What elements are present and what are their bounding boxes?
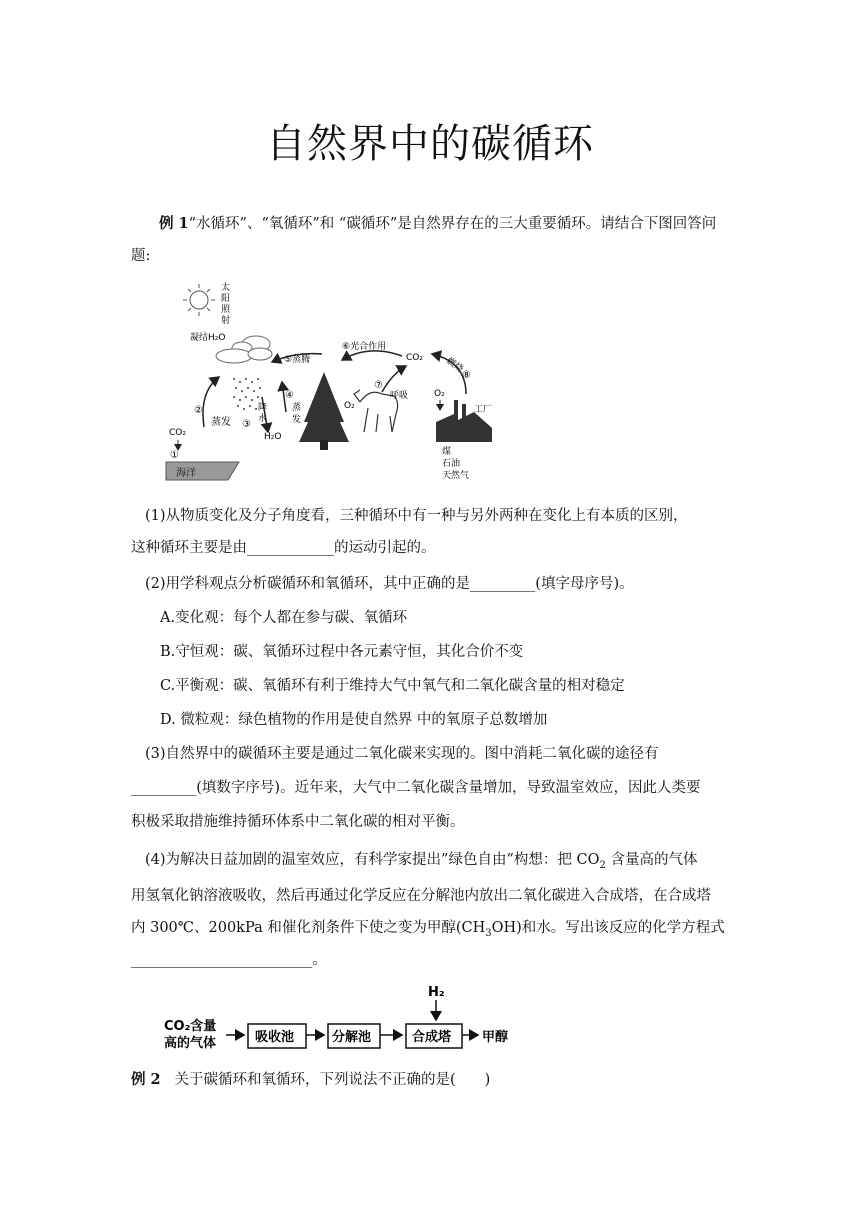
sun-icon bbox=[183, 284, 215, 316]
factory-label: 工厂 bbox=[474, 405, 493, 415]
burn-label: 燃烧 bbox=[444, 356, 465, 375]
q2-option-b: B.守恒观：碳、氧循环过程中各元素守恒，其化合价不变 bbox=[160, 644, 524, 660]
co2-sea-label: CO₂ bbox=[169, 428, 186, 438]
synthesis-label: 合成塔 bbox=[412, 1030, 452, 1045]
q4-line2: 用氢氧化钠溶液吸收，然后再通过化学反应在分解池内放出二氧化碳进入合成塔，在合成塔 bbox=[131, 888, 711, 904]
n2-label: ② bbox=[194, 405, 203, 416]
q1-line2: 这种循环主要是由____________的运动引起的。 bbox=[131, 540, 436, 556]
example1-text: “水循环”、“氧循环”和 “碳循环”是自然界存在的三大重要循环。请结合下图回答问 题: bbox=[131, 216, 717, 264]
breathe-label: 呼吸 bbox=[390, 391, 409, 401]
q4-line1-sub: 2 bbox=[599, 859, 606, 871]
page-title: 自然界中的碳循环 bbox=[266, 121, 594, 167]
absorb-label: 吸收池 bbox=[255, 1030, 295, 1045]
n4-label: ④ bbox=[285, 390, 294, 401]
n1-label: ① bbox=[170, 450, 179, 461]
rain-label-0: 降 bbox=[258, 403, 268, 413]
q4-line1-a: (4)为解决日益加剧的温室效应，有科学家提出”绿色自由”构想：把 CO bbox=[145, 852, 600, 868]
q3-line2: _________(填数字序号)。近年来，大气中二氧化碳含量增加，导致温室效应，因此人类要 bbox=[131, 780, 701, 796]
fuel-label-0: 煤 bbox=[442, 447, 452, 457]
q1-line1: (1)从物质变化及分子角度看，三种循环中有一种与另外两种在变化上有本质的区别， bbox=[145, 508, 688, 524]
condense-label: 凝结H₂O bbox=[190, 333, 226, 343]
methanol-label: 甲醇 bbox=[482, 1030, 509, 1045]
fuel-label-2: 天然气 bbox=[442, 471, 470, 481]
rain-label-1: 水 bbox=[258, 414, 268, 424]
co2-top-label: CO₂ bbox=[406, 353, 423, 363]
h2o-label: H₂O bbox=[264, 432, 282, 442]
n5-label: ⑤蒸腾 bbox=[284, 355, 311, 365]
tree-icon bbox=[299, 372, 349, 450]
q4-line3-sub: 3 bbox=[485, 927, 492, 939]
h2-label: H₂ bbox=[428, 985, 445, 1000]
q2-option-a: A.变化观：每个人都在参与碳、氧循环 bbox=[160, 610, 408, 626]
sun-label-3: 射 bbox=[221, 316, 231, 326]
o2-tree-label: O₂ bbox=[344, 401, 355, 411]
q4-line3-a: 内 300℃、200kPa 和催化剂条件下使之变为甲醇(CH bbox=[131, 920, 486, 936]
example2-line bbox=[131, 1064, 490, 1096]
example1-label: 例 1 bbox=[159, 215, 189, 232]
sun-label-0: 太 bbox=[221, 283, 231, 293]
n3-label: ③ bbox=[242, 419, 251, 430]
sun-label-1: 阳 bbox=[221, 294, 231, 304]
q2-option-d: D. 微粒观：绿色植物的作用是使自然界 中的氧原子总数增加 bbox=[160, 712, 548, 728]
sun-label-2: 照 bbox=[221, 305, 231, 315]
evap-label: 蒸发 bbox=[211, 417, 231, 428]
flow-input-line2: 高的气体 bbox=[164, 1036, 217, 1051]
fuel-label-1: 石油 bbox=[442, 459, 461, 469]
q4-line1-b: 含量高的气体 bbox=[605, 852, 698, 868]
q4-line3-b: OH)和水。写出该反应的化学方程式 bbox=[491, 920, 725, 936]
zhengfa-0: 蒸 bbox=[292, 403, 302, 413]
q2-stem: (2)用学科观点分析碳循环和氧循环，其中正确的是_________(填字母序号)。 bbox=[145, 576, 634, 592]
q2-option-c: C.平衡观：碳、氧循环有利于维持大气中氧气和二氧化碳含量的相对稳定 bbox=[160, 678, 625, 694]
q4-line1 bbox=[145, 844, 697, 882]
n7-label: ⑦ bbox=[374, 380, 383, 391]
o2-factory-label: O₂ bbox=[434, 389, 445, 399]
example2-text: 关于碳循环和氧循环，下列说法不正确的是( ) bbox=[174, 1072, 491, 1088]
sea-label: 海洋 bbox=[176, 468, 196, 479]
example1-paragraph bbox=[131, 208, 731, 272]
n8-label: ⑧ bbox=[462, 370, 471, 381]
q3-line1: (3)自然界中的碳循环主要是通过二氧化碳来实现的。图中消耗二氧化碳的途径有 bbox=[145, 746, 659, 762]
example2-label: 例 2 bbox=[131, 1071, 161, 1088]
q3-line3: 积极采取措施维持循环体系中二氧化碳的相对平衡。 bbox=[131, 814, 465, 830]
n6-label: ⑥光合作用 bbox=[342, 342, 387, 352]
flow-input-line1: CO₂含量 bbox=[164, 1019, 217, 1034]
rain-icon bbox=[233, 378, 261, 410]
process-flow-diagram bbox=[160, 980, 530, 1055]
q4-line4: _________________________。 bbox=[131, 952, 327, 968]
zhengfa-1: 发 bbox=[292, 415, 302, 425]
decompose-label: 分解池 bbox=[332, 1030, 372, 1045]
carbon-cycle-figure bbox=[164, 282, 504, 492]
